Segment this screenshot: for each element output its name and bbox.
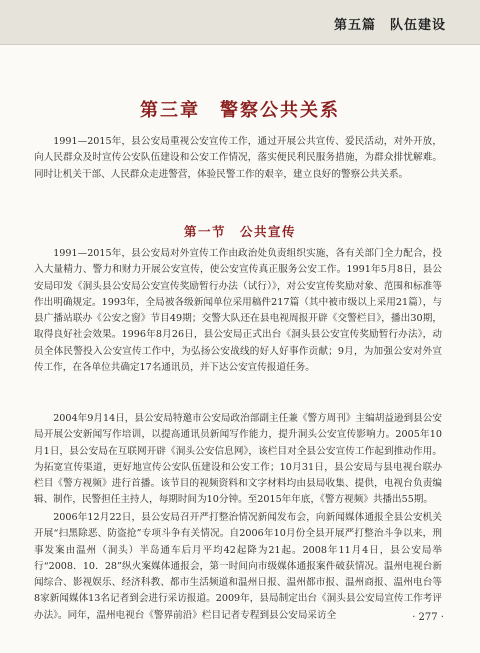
section-title: 第一节 公共宣传 <box>183 224 296 239</box>
body-paragraph: 1991—2015年，县公安局对外宣传工作由政治处负责组织实施，各有关部门全力配合，投入大量精力、警力和财力开展公安宣传，使公安宣传真正服务公安工作。1991年5月8日，县公安局印发《洞头县公安局公安宣传奖励暂行办法（试行）》，对公安宣传奖励对象、范围和标准等作出明确规定。1993年，全局被各级新闻单位采用稿件217篇（其中被市级以上采用21篇），与县广播站联办《公安之窗》节目49期；交警大队还在县电视周报开辟《交警栏目》，播出30期，取得良好社会效果。1996年8月26日，县公安局正式出台《洞头县公安宣传奖励暂行办法》，动员全体民警投入公安宣传工作中，为弘扬公安战线的好人好事作贡献；9月，为加强公安对外宣传工作，在各单位共确定17名通讯员，并下达公安宣传报道任务。 <box>34 248 442 374</box>
body-paragraph: 2006年12月22日，县公安局召开严打整治情况新闻发布会，向新闻媒体通报全县公安机关开展“扫黑除恶、防盗抢”专项斗争有关情况。自2006年10月份全县开展严打整治斗争以来，刑事发案由温州（洞头）半岛通车后月平均42起降为21起。2008年11月4日，县公安局举行“2008．10．28”纵火案媒体通报会，第一时间向市级媒体通报案件破获情况。温州电视台新闻综合、影视娱乐、经济科教、都市生活频道和温州日报、温州都市报、温州商报、温州电台等8家新闻媒体13名记者到会进行采访报道。2009年，县局制定出台《洞头县公安局宣传工作考评办法》。同年，温州电视台《警界前沿》栏目记者专程到县公安局采访全 <box>34 512 442 621</box>
running-header <box>0 0 480 45</box>
chapter-title: 第三章 警察公共关系 <box>140 100 340 121</box>
body-paragraph: 2004年9月14日，县公安局特邀市公安局政治部副主任兼《警方周刊》主编胡益逊到县公安局开展公安新闻写作培训，以提高通讯员新闻写作能力，提升洞头公安宣传影响力。2005年10月1日，县公安局在互联网开辟《洞头公安信息网》，该栏目对全县公安宣传工作起到推动作用。为拓宽宣传渠道，更好地宣传公安队伍建设和公安工作；10月31日，县公安局与县电视台联办栏目《警方视频》进行首播。该节目的视频资料和文字材料均由县局收集、提供，电视台负责编辑、制作，民警担任主持人，每期时间为10分钟。至2015年年底，《警方视频》共播出55期。 <box>34 413 442 506</box>
page-number: · 277 · <box>412 612 444 623</box>
running-title: 第五篇 队伍建设 <box>333 18 446 33</box>
chapter-intro-paragraph: 1991—2015年，县公安局重视公安宣传工作，通过开展公共宣传、爱民活动，对外开放，向人民群众及时宣传公安队伍建设和公安工作情况，落实便民利民服务措施，为群众排忧解难。同时让机关干部、人民群众走进警营，体验民警工作的艰辛，建立良好的警察公共关系。 <box>34 136 442 180</box>
